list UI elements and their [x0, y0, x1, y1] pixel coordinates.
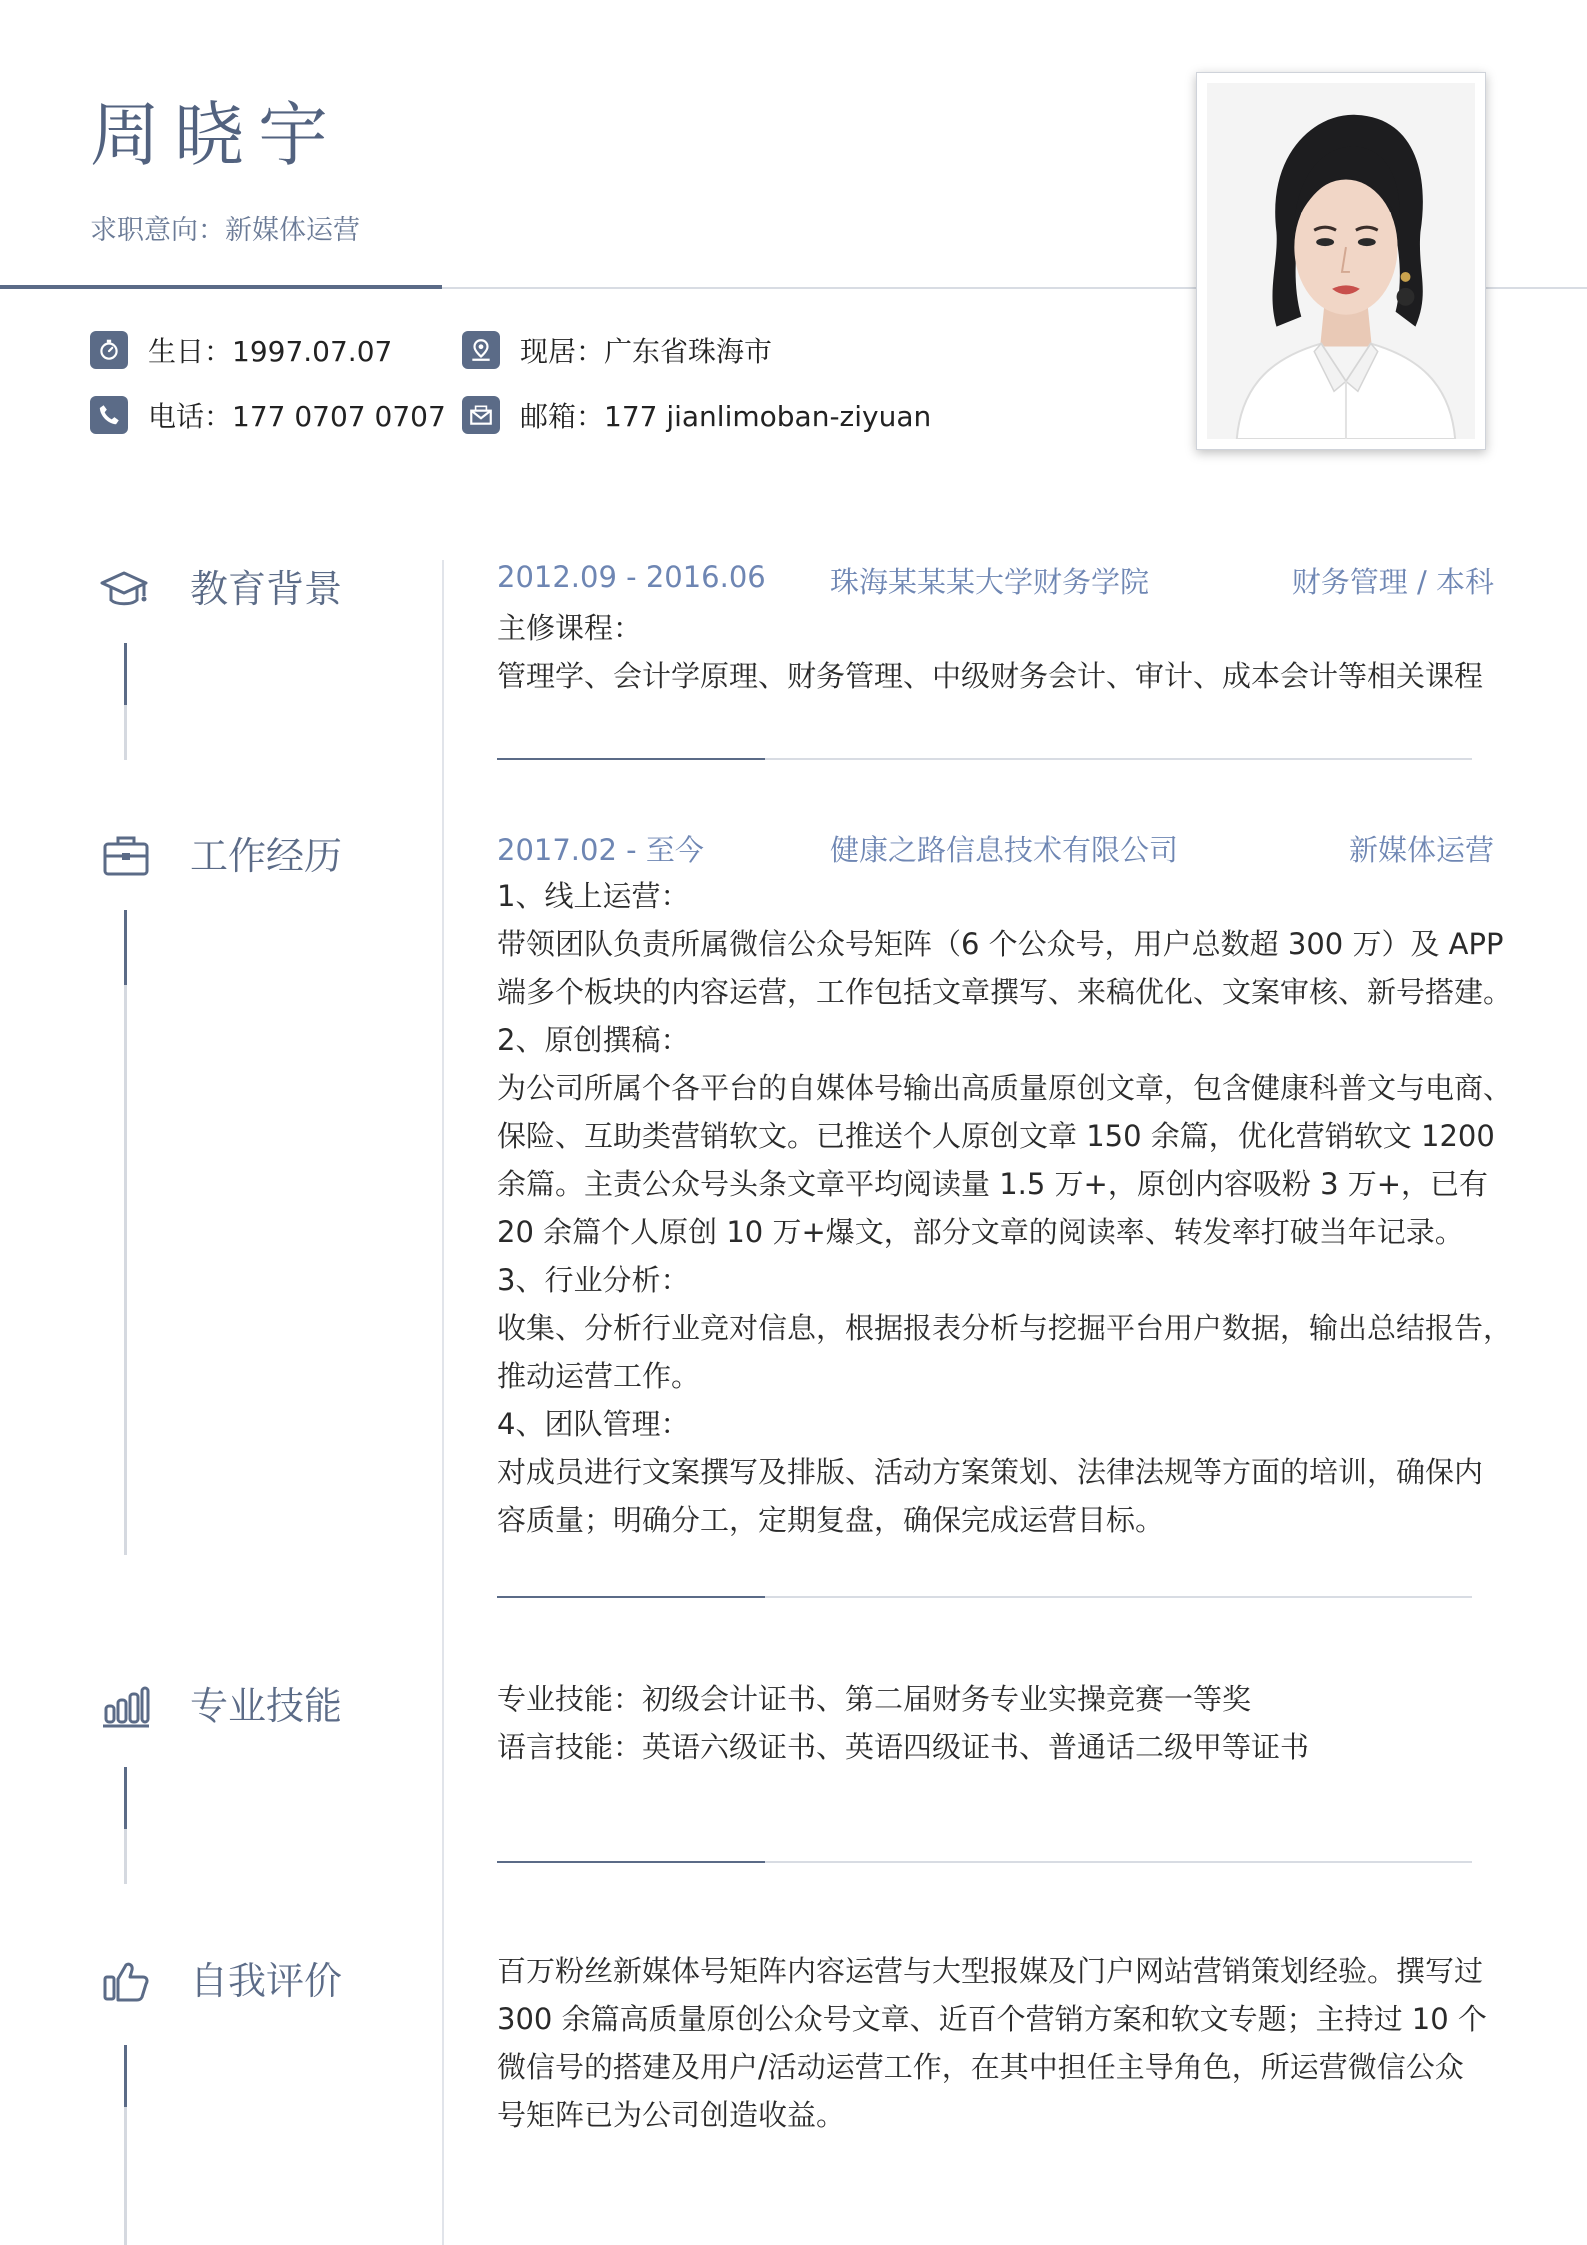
phone-icon: [90, 396, 128, 434]
section-title-work: 工作经历: [190, 834, 343, 878]
work-details: [497, 872, 1513, 1544]
section-separator-accent: [497, 758, 765, 760]
stopwatch-icon: [90, 331, 128, 369]
text-line: 对成员进行文案撰写及排版、活动方案策划、法律法规等方面的培训，确保内: [497, 1455, 1484, 1489]
contact-email: [462, 395, 931, 435]
column-divider: [442, 560, 444, 2245]
text-line: 管理学、会计学原理、财务管理、中级财务会计、审计、成本会计等相关课程: [497, 659, 1484, 693]
text-line: 号矩阵已为公司创造收益。: [497, 2098, 846, 2132]
text-line: 为公司所属个各平台的自媒体号输出高质量原创文章，包含健康科普文与电商、: [497, 1071, 1513, 1105]
work-position: 新媒体运营: [1348, 833, 1494, 867]
profile-photo: [1196, 72, 1486, 450]
section-separator-accent: [497, 1861, 765, 1863]
text-line: 主修课程：: [497, 611, 643, 645]
envelope-icon: [462, 396, 500, 434]
thumbs-up-icon: [100, 1955, 152, 2007]
contact-phone: [90, 395, 446, 435]
timeline-accent: [124, 910, 127, 985]
section-title-education: 教育背景: [190, 567, 343, 611]
bar-chart-icon: [100, 1680, 152, 1732]
timeline-line: [124, 705, 127, 760]
section-separator-accent: [497, 1596, 765, 1598]
location-icon: [462, 331, 500, 369]
text-line: 专业技能：初级会计证书、第二届财务专业实操竞赛一等奖: [497, 1682, 1252, 1716]
resume-name: 周晓宇: [90, 94, 342, 176]
timeline-line: [124, 985, 127, 1555]
portrait-illustration: [1207, 83, 1475, 439]
text-line: 4、团队管理：: [497, 1407, 690, 1441]
text-line: 带领团队负责所属微信公众号矩阵（6 个公众号，用户总数超 300 万）及 APP: [497, 927, 1504, 961]
text-line: 百万粉丝新媒体号矩阵内容运营与大型报媒及门户网站营销策划经验。撰写过: [497, 1954, 1484, 1988]
text-line: 保险、互助类营销软文。已推送个人原创文章 150 余篇，优化营销软文 1200: [497, 1119, 1495, 1153]
text-line: 语言技能：英语六级证书、英语四级证书、普通话二级甲等证书: [497, 1730, 1310, 1764]
text-line: 2、原创撰稿：: [497, 1023, 690, 1057]
timeline-accent: [124, 2045, 127, 2107]
work-company: 健康之路信息技术有限公司: [830, 833, 1179, 867]
education-details: [497, 604, 1497, 700]
header-divider-accent: [0, 285, 442, 289]
education-period: 2012.09 - 2016.06: [497, 560, 766, 594]
contact-phone-text: 电话：177 0707 0707: [148, 400, 446, 433]
timeline-accent: [124, 1767, 127, 1829]
contact-residence: [462, 330, 772, 370]
timeline-accent: [124, 643, 127, 705]
text-line: 余篇。主责公众号头条文章平均阅读量 1.5 万+，原创内容吸粉 3 万+，已有: [497, 1167, 1489, 1201]
text-line: 推动运营工作。: [497, 1359, 701, 1393]
text-line: 收集、分析行业竞对信息，根据报表分析与挖掘平台用户数据，输出总结报告，: [497, 1311, 1513, 1345]
skills-details: [497, 1675, 1497, 1771]
briefcase-icon: [100, 830, 152, 882]
education-major: 财务管理 / 本科: [1291, 565, 1494, 599]
timeline-line: [124, 1829, 127, 1884]
contact-birthday: [90, 330, 392, 370]
text-line: 20 余篇个人原创 10 万+爆文，部分文章的阅读率、转发率打破当年记录。: [497, 1215, 1464, 1249]
work-period: 2017.02 - 至今: [497, 833, 704, 867]
text-line: 1、线上运营：: [497, 879, 690, 913]
text-line: 3、行业分析：: [497, 1263, 690, 1297]
section-title-skills: 专业技能: [190, 1684, 343, 1728]
graduation-cap-icon: [98, 563, 150, 615]
job-objective: 求职意向：新媒体运营: [90, 215, 360, 246]
text-line: 300 余篇高质量原创公众号文章、近百个营销方案和软文专题；主持过 10 个: [497, 2002, 1487, 2036]
self-evaluation-details: [497, 1947, 1497, 2139]
text-line: 端多个板块的内容运营，工作包括文章撰写、来稿优化、文案审核、新号搭建。: [497, 975, 1513, 1009]
text-line: 容质量；明确分工，定期复盘，确保完成运营目标。: [497, 1503, 1165, 1537]
education-school: 珠海某某某大学财务学院: [830, 565, 1150, 599]
contact-birthday-text: 生日：1997.07.07: [148, 335, 393, 368]
timeline-line: [124, 2107, 127, 2245]
contact-residence-text: 现居：广东省珠海市: [520, 335, 773, 368]
text-line: 微信号的搭建及用户/活动运营工作，在其中担任主导角色，所运营微信公众: [497, 2050, 1464, 2084]
section-title-self-evaluation: 自我评价: [190, 1959, 343, 2003]
contact-email-text: 邮箱：177 jianlimoban-ziyuan: [520, 400, 932, 433]
